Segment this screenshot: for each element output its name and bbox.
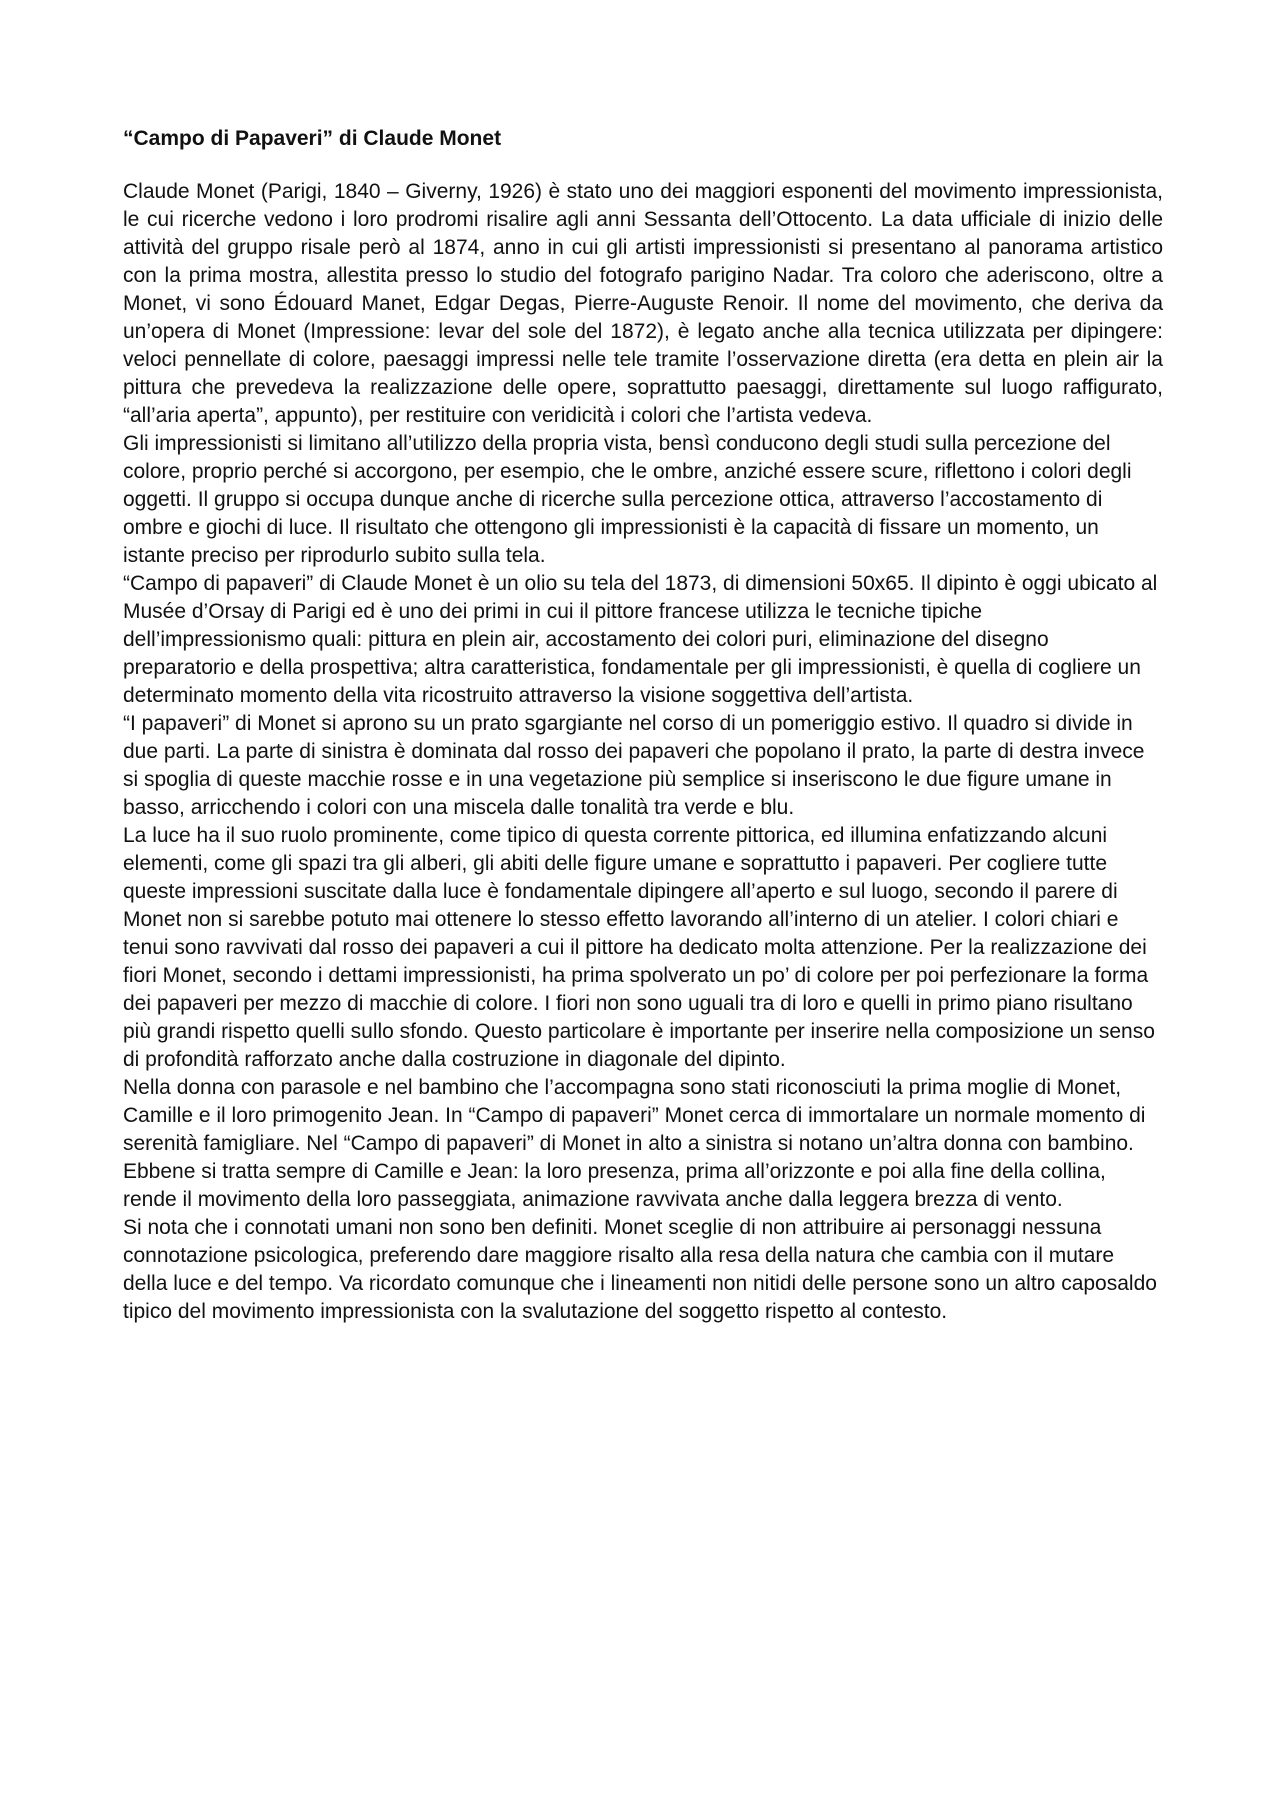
document-title: “Campo di Papaveri” di Claude Monet <box>123 127 502 150</box>
paragraph-light: La luce ha il suo ruolo prominente, come tipico di questa corrente pittorica, ed illumina enfatizzando alcuni elementi, come gli spazi tra gli alberi, gli abiti delle figure umane e soprattutto i papaveri. Per cogliere tutte queste impressioni suscitate dalla luce è fondamentale dipingere all’aperto e sul luogo, secondo il parere di Monet non si sarebbe potuto mai ottenere lo stesso effetto lavorando all’interno di un atelier. I colori chiari e tenui sono ravvivati dal rosso dei papaveri a cui il pittore ha dedicato molta attenzione. Per la realizzazione dei fiori Monet, secondo i dettami impressionisti, ha prima spolverato un po’ di colore per poi perfezionare la forma dei papaveri per mezzo di macchie di colore. I fiori non sono uguali tra di loro e quelli in primo piano risultano più grandi rispetto quelli sullo sfondo. Questo particolare è importante per inserire nella composizione un senso di profondità rafforzato anche dalla costruzione in diagonale del dipinto. <box>123 824 1155 1071</box>
paragraph-composition: “I papaveri” di Monet si aprono su un prato sgargiante nel corso di un pomeriggio estivo. Il quadro si divide in due parti. La parte di sinistra è dominata dal rosso dei papaveri che popolano il prato, la parte di destra invece si spoglia di queste macchie rosse e in una vegetazione più semplice si inseriscono le due figure umane in basso, arricchendo i colori con una miscela dalle tonalità tra verde e blu. <box>123 712 1145 819</box>
paragraph-biography: Claude Monet (Parigi, 1840 – Giverny, 1926) è stato uno dei maggiori esponenti del movimento impressionista, le cui ricerche vedono i loro prodromi risalire agli anni Sessanta dell’Ottocento. La data ufficiale di inizio delle attività del gruppo risale però al 1874, anno in cui gli artisti impressionisti si presentano al panorama artistico con la prima mostra, allestita presso lo studio del fotografo parigino Nadar. Tra coloro che aderiscono, oltre a Monet, vi sono Édouard Manet, Edgar Degas, Pierre-Auguste Renoir. Il nome del movimento, che deriva da un’opera di Monet (Impressione: levar del sole del 1872), è legato anche alla tecnica utilizzata per dipingere: veloci pennellate di colore, paesaggi impressi nelle tele tramite l’osservazione diretta (era detta en plein air la pittura che prevedeva la realizzazione delle opere, soprattutto paesaggi, direttamente sul luogo raffigurato, “all’aria aperta”, appunto), per restituire con veridicità i colori che l’artista vedeva. <box>123 180 1163 427</box>
paragraph-figures: Nella donna con parasole e nel bambino che l’accompagna sono stati riconosciuti la prima moglie di Monet, Camille e il loro primogenito Jean. In “Campo di papaveri” Monet cerca di immortalare un normale momento di serenità famigliare. Nel “Campo di papaveri” di Monet in alto a sinistra si notano un’altra donna con bambino. Ebbene si tratta sempre di Camille e Jean: la loro presenza, prima all’orizzonte e poi alla fine della collina, rende il movimento della loro passeggiata, animazione ravvivata anche dalla leggera brezza di vento. <box>123 1076 1146 1211</box>
paragraph-color-studies: Gli impressionisti si limitano all’utilizzo della propria vista, bensì conducono degli studi sulla percezione del colore, proprio perché si accorgono, per esempio, che le ombre, anziché essere scure, riflettono i colori degli oggetti. Il gruppo si occupa dunque anche di ricerche sulla percezione ottica, attraverso l’accostamento di ombre e giochi di luce. Il risultato che ottengono gli impressionisti è la capacità di fissare un momento, un istante preciso per riprodurlo subito sulla tela. <box>123 432 1132 567</box>
paragraph-conclusion: Si nota che i connotati umani non sono ben definiti. Monet sceglie di non attribuire ai personaggi nessuna connotazione psicologica, preferendo dare maggiore risalto alla resa della natura che cambia con il mutare della luce e del tempo. Va ricordato comunque che i lineamenti non nitidi delle persone sono un altro caposaldo tipico del movimento impressionista con la svalutazione del soggetto rispetto al contesto. <box>123 1216 1157 1323</box>
paragraph-painting-details: “Campo di papaveri” di Claude Monet è un olio su tela del 1873, di dimensioni 50x65. Il dipinto è oggi ubicato al Musée d’Orsay di Parigi ed è uno dei primi in cui il pittore francese utilizza le tecniche tipiche dell’impressionismo quali: pittura en plein air, accostamento dei colori puri, eliminazione del disegno preparatorio e della prospettiva; altra caratteristica, fondamentale per gli impressionisti, è quella di cogliere un determinato momento della vita ricostruito attraverso la visione soggettiva dell’artista. <box>123 572 1158 707</box>
document-body <box>123 126 1163 1326</box>
